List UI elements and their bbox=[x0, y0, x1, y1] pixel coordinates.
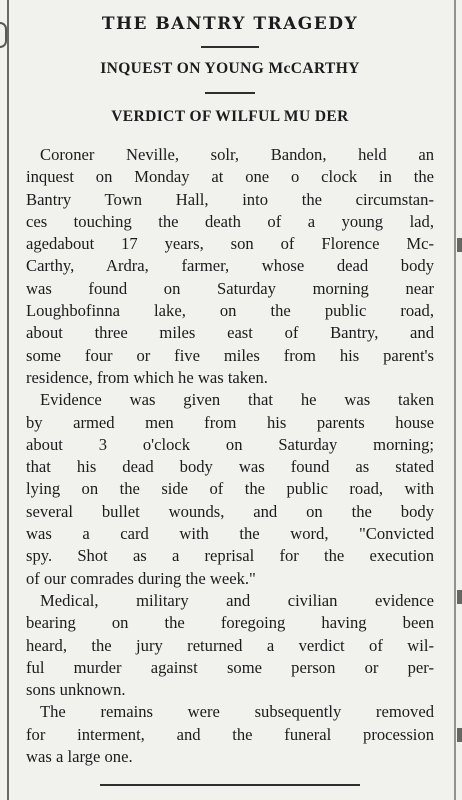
body-line: by armed men from his parents house bbox=[26, 412, 434, 432]
article-verdict-heading: VERDICT OF WILFUL MU DER bbox=[111, 108, 349, 125]
body-line: for interment, and the funeral procession bbox=[26, 724, 434, 744]
body-line: inquest on Monday at one o clock in the bbox=[26, 167, 434, 187]
body-line: Bantry Town Hall, into the circumstan- bbox=[26, 189, 434, 209]
article-headline: THE BANTRY TRAGEDY bbox=[101, 14, 359, 34]
body-line: some four or five miles from his parent's bbox=[26, 345, 434, 365]
body-line: Carthy, Ardra, farmer, whose dead body bbox=[26, 256, 434, 276]
body-line: was a card with the word, "Convicted bbox=[26, 524, 434, 544]
article-end-rule bbox=[100, 784, 360, 786]
right-margin-fragment bbox=[457, 238, 462, 252]
left-column-rule bbox=[7, 0, 9, 800]
body-line: Loughbofinna lake, on the public road, bbox=[26, 301, 434, 321]
subheadline-divider bbox=[205, 92, 255, 94]
body-line: was a large one. bbox=[26, 747, 133, 767]
body-line: spy. Shot as a reprisal for the execution bbox=[26, 546, 434, 566]
body-line: ces touching the death of a young lad, bbox=[26, 211, 434, 231]
right-margin-fragment bbox=[457, 728, 462, 742]
body-line: sons unknown. bbox=[26, 680, 126, 700]
body-line: residence, from which he was taken. bbox=[26, 367, 268, 387]
right-margin-fragment bbox=[457, 590, 462, 604]
body-line: several bullet wounds, and on the body bbox=[26, 501, 434, 521]
body-line: ful murder against some person or per- bbox=[26, 657, 434, 677]
left-margin-fragment bbox=[0, 22, 7, 48]
body-line: bearing on the foregoing having been bbox=[26, 613, 434, 633]
body-line: of our comrades during the week." bbox=[26, 568, 256, 588]
body-line: about three miles east of Bantry, and bbox=[26, 323, 434, 343]
body-line: heard, the jury returned a verdict of wil- bbox=[26, 635, 434, 655]
right-column-rule bbox=[454, 0, 456, 800]
body-line: Coroner Neville, solr, Bandon, held an bbox=[40, 145, 434, 164]
body-line: about 3 o'clock on Saturday morning; bbox=[26, 434, 434, 454]
body-line: The remains were subsequently removed bbox=[40, 702, 434, 722]
article-column bbox=[26, 6, 434, 786]
body-line: that his dead body was found as stated bbox=[26, 457, 434, 477]
body-line: lying on the side of the public road, with bbox=[26, 479, 434, 499]
article-body bbox=[26, 144, 434, 768]
headline-divider bbox=[201, 46, 259, 48]
body-line: Medical, military and civilian evidence bbox=[40, 590, 434, 610]
body-line: agedabout 17 years, son of Florence Mc- bbox=[26, 234, 434, 254]
body-line: was found on Saturday morning near bbox=[26, 278, 434, 298]
article-subheadline: INQUEST ON YOUNG McCARTHY bbox=[100, 60, 360, 77]
body-line: Evidence was given that he was taken bbox=[40, 390, 434, 410]
